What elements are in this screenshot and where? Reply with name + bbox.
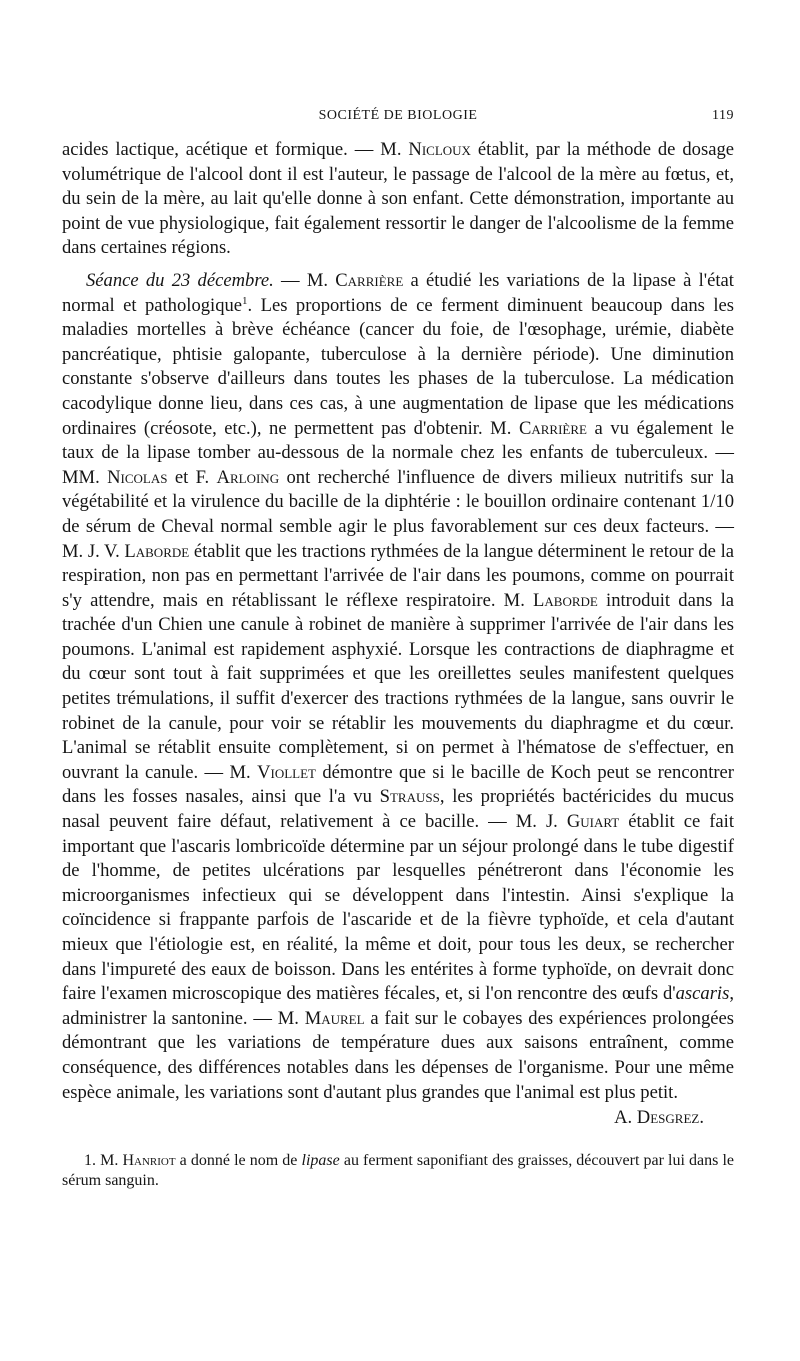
paragraph-text: introduit dans la trachée d'un Chien une canule à robinet de manière à supprimer l'arrivée de l'air dans les poumons. L'animal est rapidement asphyxié. Lorsque les contractions de diaphragme et du cœur sont tout à fait supprimées et que les oreillettes seules manifestent quelques petites trémulations, il suffit d'exercer des tractions rythmées de la langue, sans ouvrir le robinet de la canule, pour voir se rétablir les mouvements du diaphragme et du cœur. L'animal se rétablit ensuite complètement, si on permet à l'hématose de s'effectuer, en ouvrant la canule. — M. xyxy=(62,589,734,783)
author-name: Hanriot xyxy=(122,1152,176,1170)
page-number: 119 xyxy=(712,108,734,123)
author-name: Guiart xyxy=(566,811,620,833)
paragraph-text: acides lactique, acétique et formique. — M. xyxy=(62,139,409,160)
paragraph-text: . Les proportions de ce ferment diminuent beaucoup dans les maladies mortelles à brève échéance (cancer du foie, de l'œsophage, urémie, diabète pancréatique, phtisie galopante, tuberculose à la dernière période). Une diminution constante s'observe d'ailleurs dans toutes les phases de la tuberculose. La médication cacodylique donne lieu, dans ces cas, à une augmentation de lipase que les médications ordinaires (créosote, etc.), ne permettent pas d'obtenir. M. xyxy=(62,294,734,439)
paragraph-text: a vu également le taux de la lipase tomber au-dessous de la normale chez les enfants de tuberculeux. — MM. xyxy=(62,417,734,488)
italic-text: Séance du 23 décembre. xyxy=(86,269,274,291)
signature-initial: A. xyxy=(614,1107,633,1129)
author-name: Arloing xyxy=(216,466,280,488)
paragraph-text: établit ce fait important que l'ascaris lombricoïde détermine par un séjour prolongé dans le tube digestif de l'homme, de petites ulcérations par lesquelles pénétreront dans l'économie les microorganismes infectieux qui se développent dans l'intestin. Ainsi s'explique la coïncidence si frappante parfois de l'ascaride et de la fièvre typhoïde, et cela d'autant mieux que l'étiologie est, en réalité, la même et doit, pour tous les deux, se rechercher dans l'impureté des eaux de boisson. Dans les entérites à forme typhoïde, on devrait donc faire l'examen microscopique des matières fécales, et, si l'on rencontre des œufs d' xyxy=(62,811,734,1005)
signature xyxy=(62,1107,734,1129)
paragraph xyxy=(62,138,734,261)
paragraph-text: , administrer la santonine. — M. xyxy=(62,983,734,1029)
paragraph-text: — M. xyxy=(273,269,336,291)
article-body xyxy=(62,138,734,1105)
page xyxy=(62,108,734,1191)
footnote-marker: 1 xyxy=(242,294,248,307)
author-name: Laborde xyxy=(124,540,190,562)
footnote-text: 1. M. xyxy=(84,1152,123,1170)
paragraph-text: , les propriétés bactéricides du mucus nasal peuvent faire défaut, relativement à ce bacille. — M. J. xyxy=(62,786,734,833)
italic-text: lipase xyxy=(301,1152,340,1170)
footnote xyxy=(62,1151,734,1191)
paragraph-text: a étudié les variations de la lipase à l'état normal et pathologique xyxy=(62,269,734,316)
footnote-text: au ferment saponifiant des graisses, découvert par lui dans le sérum sanguin. xyxy=(62,1152,735,1190)
paragraph-text: ont recherché l'influence de divers milieux nutritifs sur la végétabilité et la virulence du bacille de la diphtérie : le bouillon ordinaire contenant 1/10 de sérum de Cheval normal semble agir le plus favorablement sur ces deux facteurs. — M. J. V. xyxy=(62,466,734,562)
author-name: Nicloux xyxy=(408,139,471,160)
paragraph-text: établit, par la méthode de dosage volumétrique de l'alcool dont il est l'auteur, le passage de l'alcool de la mère au fœtus, et, du sein de la mère, au lait qu'elle donne à son enfant. Cette démonstration, importante au point de vue physiologique, fait également ressortir le danger de l'alcoolisme de la femme dans certaines régions. xyxy=(62,139,734,259)
paragraph-text: a fait sur le cobayes des expériences prolongées démontrant que les variations de température dues aux saisons entraînent, comme conséquence, des différences notables dans les dépenses de l'organisme. Pour une même espèce animale, les variations sont d'autant plus grandes que l'animal est plus petit. xyxy=(62,1007,734,1103)
running-title: SOCIÉTÉ DE BIOLOGIE xyxy=(318,108,478,123)
paragraph-text: établit que les tractions rythmées de la langue déterminent le retour de la respiration, non pas en permettant l'arrivée de l'air dans les poumons, comme on pourrait s'y attendre, mais en rétablissant le réflexe respiratoire. M. xyxy=(62,540,734,611)
footnote-text: a donné le nom de xyxy=(175,1152,302,1170)
italic-text: ascaris xyxy=(675,983,730,1005)
author-name: Nicolas xyxy=(107,466,168,488)
author-name: Viollet xyxy=(257,761,316,783)
page-header xyxy=(62,108,734,138)
author-name: Maurel xyxy=(304,1007,365,1029)
paragraph-text: et F. xyxy=(167,466,217,488)
signature-name: Desgrez. xyxy=(636,1107,704,1129)
paragraph-text: démontre que si le bacille de Koch peut se rencontrer dans les fosses nasales, ainsi que l'a vu xyxy=(62,761,734,808)
author-name: Carrière xyxy=(518,417,587,439)
author-name: Laborde xyxy=(533,589,598,611)
author-name: Strauss xyxy=(379,786,440,808)
author-name: Carrière xyxy=(335,269,404,291)
paragraph xyxy=(62,269,734,1105)
